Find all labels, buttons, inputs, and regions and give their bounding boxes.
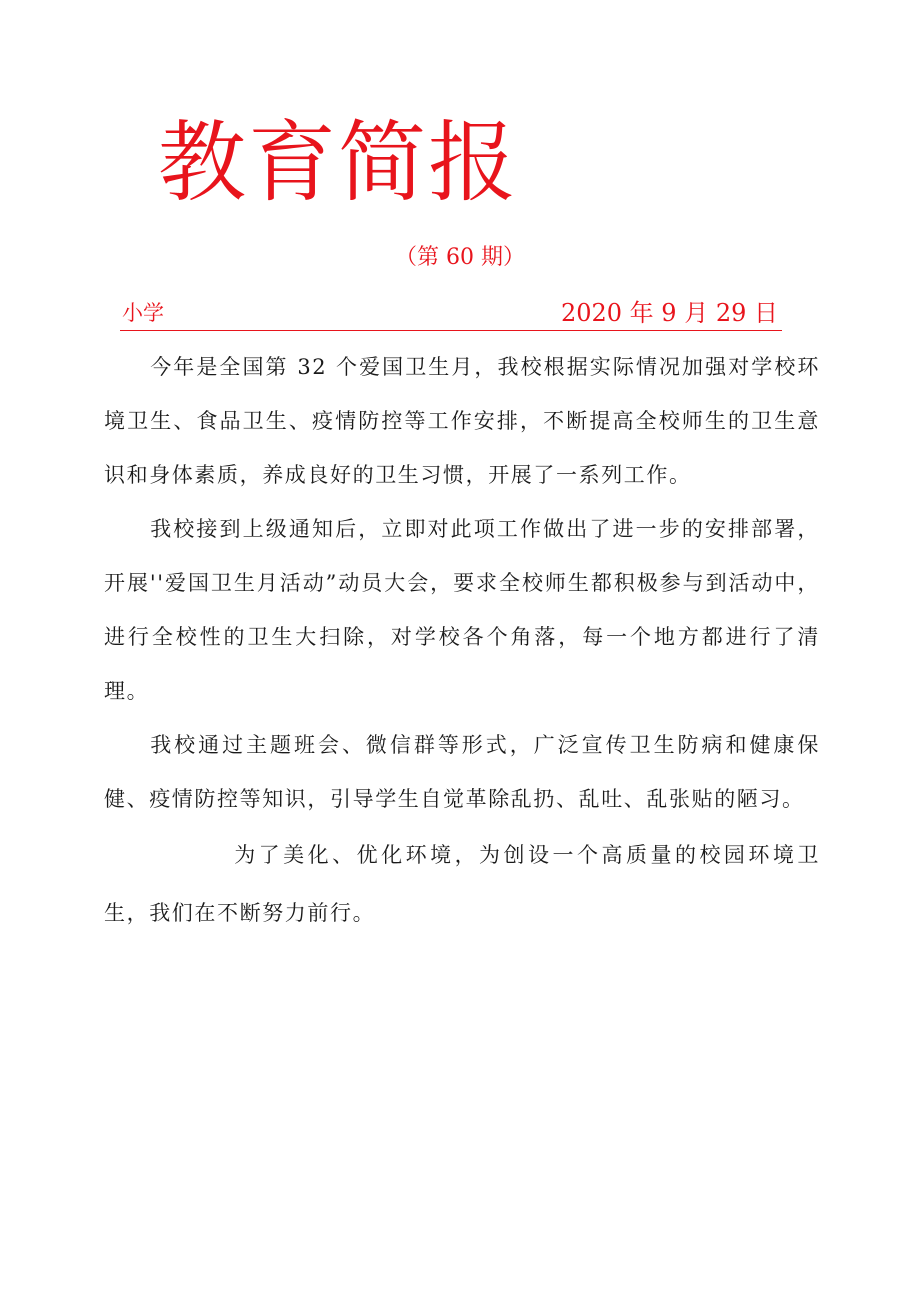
article-body <box>104 340 820 942</box>
masthead-title: 教育简报 <box>158 111 519 214</box>
article-paragraph: 为了美化、优化环境，为创设一个高质量的校园环境卫生，我们在不断努力前行。 <box>104 843 820 925</box>
article-paragraph: 我校通过主题班会、微信群等形式，广泛宣传卫生防病和健康保健、疫情防控等知识，引导学生自觉革除乱扔、乱吐、乱张贴的陋习。 <box>104 733 820 811</box>
info-line <box>120 296 782 331</box>
issue-number: （第 60 期） <box>395 245 525 270</box>
publish-date: 2020 年 9 月 29 日 <box>560 299 778 327</box>
article-paragraph: 今年是全国第 32 个爱国卫生月，我校根据实际情况加强对学校环境卫生、食品卫生、疫情防控等工作安排，不断提高全校师生的卫生意识和身体素质，养成良好的卫生习惯，开展了一系列工作。 <box>104 355 820 487</box>
organization-name: 小学 <box>122 301 164 325</box>
article-paragraph: 我校接到上级通知后，立即对此项工作做出了进一步的安排部署，开展''爱国卫生月活动”动员大会，要求全校师生都积极参与到活动中，进行全校性的卫生大扫除，对学校各个角落，每一个地方都进行了清理。 <box>104 517 820 703</box>
